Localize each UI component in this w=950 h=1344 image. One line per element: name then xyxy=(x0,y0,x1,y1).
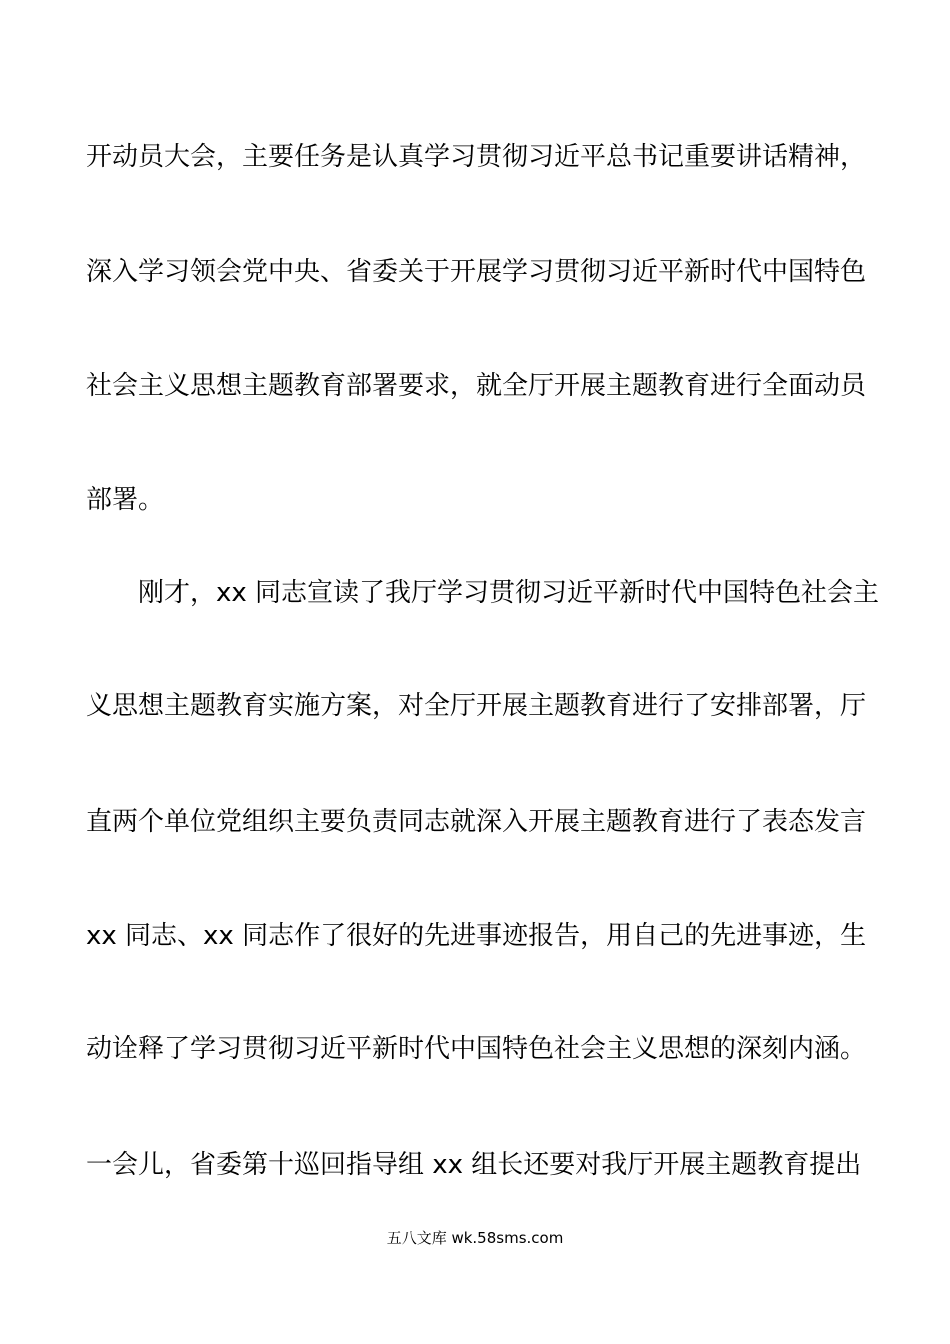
text-line: 一会儿，省委第十巡回指导组 xx 组长还要对我厅开展主题教育提出 xyxy=(86,1150,862,1180)
text-line: 义思想主题教育实施方案，对全厅开展主题教育进行了安排部署，厅 xyxy=(86,691,867,721)
text-line: 部署。 xyxy=(86,485,165,515)
text-line: 直两个单位党组织主要负责同志就深入开展主题教育进行了表态发言 xyxy=(86,807,867,837)
text-line: 社会主义思想主题教育部署要求，就全厅开展主题教育进行全面动员 xyxy=(86,371,867,401)
page-footer: 五八文库 wk.58sms.com xyxy=(386,1229,564,1247)
text-line: 刚才，xx 同志宣读了我厅学习贯彻习近平新时代中国特色社会主 xyxy=(138,578,880,608)
text-line: 深入学习领会党中央、省委关于开展学习贯彻习近平新时代中国特色 xyxy=(86,257,867,287)
text-line: xx 同志、xx 同志作了很好的先进事迹报告，用自己的先进事迹，生 xyxy=(86,921,867,951)
text-line: 开动员大会，主要任务是认真学习贯彻习近平总书记重要讲话精神， xyxy=(86,142,867,172)
text-line: 动诠释了学习贯彻习近平新时代中国特色社会主义思想的深刻内涵。 xyxy=(86,1034,867,1064)
